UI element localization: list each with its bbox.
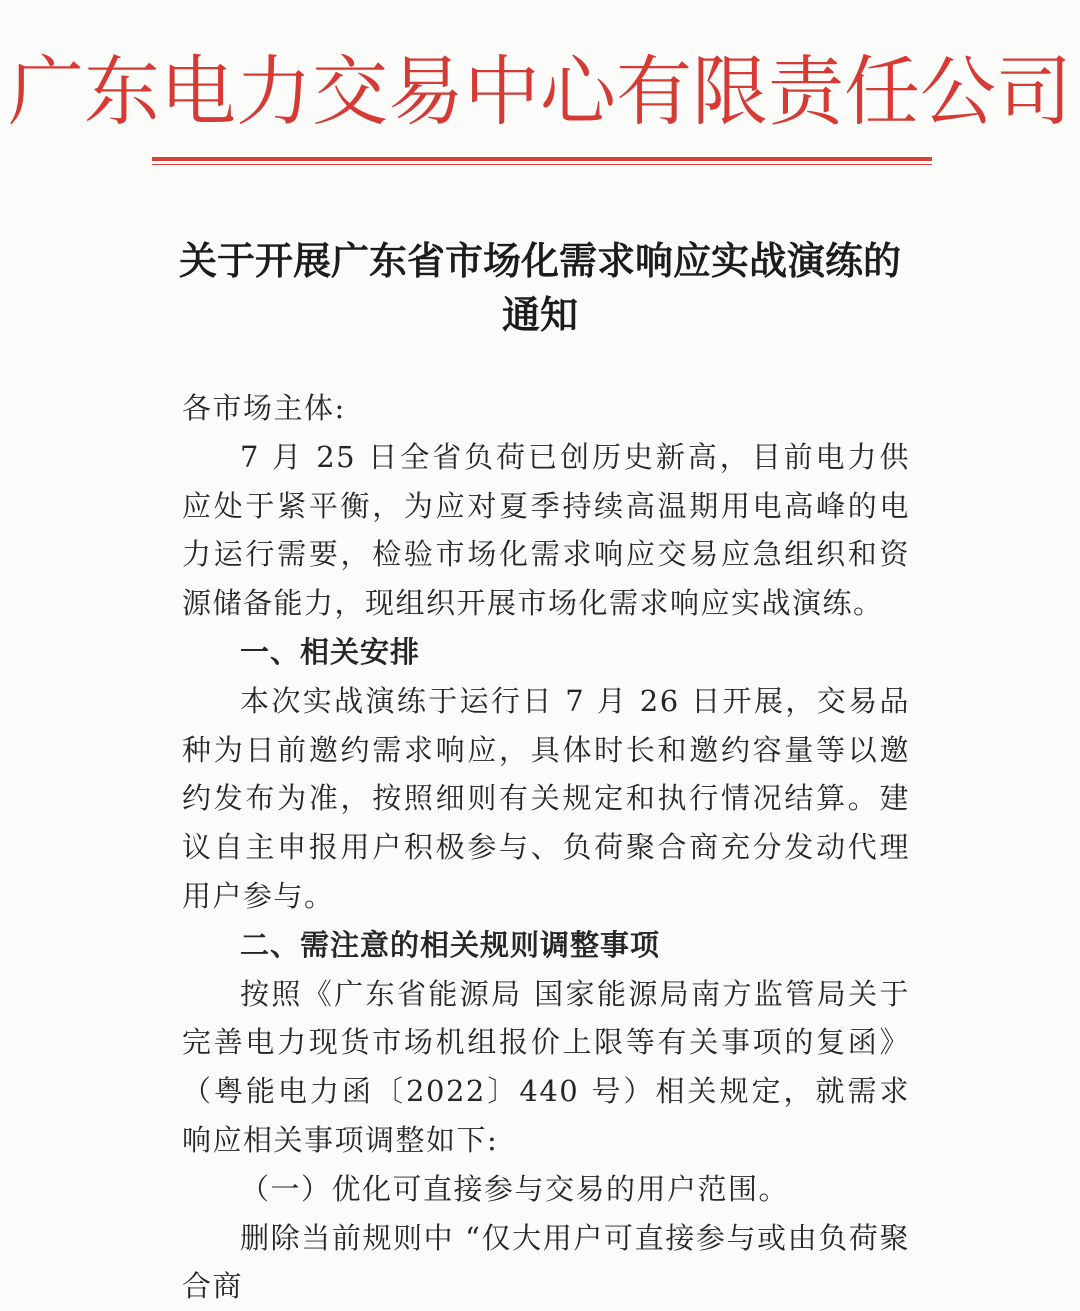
section-2-heading: 二、需注意的相关规则调整事项 [240,927,661,962]
letterhead-divider-thin [152,164,932,165]
subsection-1-heading: （一）优化可直接参与交易的用户范围。 [240,1171,790,1206]
document-title [150,234,930,342]
salutation: 各市场主体: [182,391,346,425]
document-body [182,384,910,1311]
section-1-paragraph: 本次实战演练于运行日 7 月 26 日开展，交易品种为日前邀约需求响应，具体时长和邀约容量等以邀约发布为准，按照细则有关规定和执行情况结算。建议自主申报用户积极参与、负荷聚合商充分发动代理用户参与。 [182,683,910,913]
intro-paragraph: 7 月 25 日全省负荷已创历史新高，目前电力供应处于紧平衡，为应对夏季持续高温期用电高峰的电力运行需要，检验市场化需求响应交易应急组织和资源储备能力，现组织开展市场化需求响应实战演练。 [182,439,910,621]
section-1-heading: 一、相关安排 [240,634,421,669]
letterhead-divider-thick [152,157,932,161]
subsection-1-paragraph: 删除当前规则中 “仅大用户可直接参与或由负荷聚合商 [182,1220,910,1304]
document-title-line-1: 关于开展广东省市场化需求响应实战演练的 [178,238,901,283]
organization-letterhead: 广东电力交易中心有限责任公司 [8,47,1072,136]
section-2-paragraph: 按照《广东省能源局 国家能源局南方监管局关于完善电力现货市场机组报价上限等有关事项的复函》（粤能电力函〔2022〕440 号）相关规定，就需求响应相关事项调整如下: [182,976,910,1157]
document-title-line-2: 通知 [501,292,578,337]
